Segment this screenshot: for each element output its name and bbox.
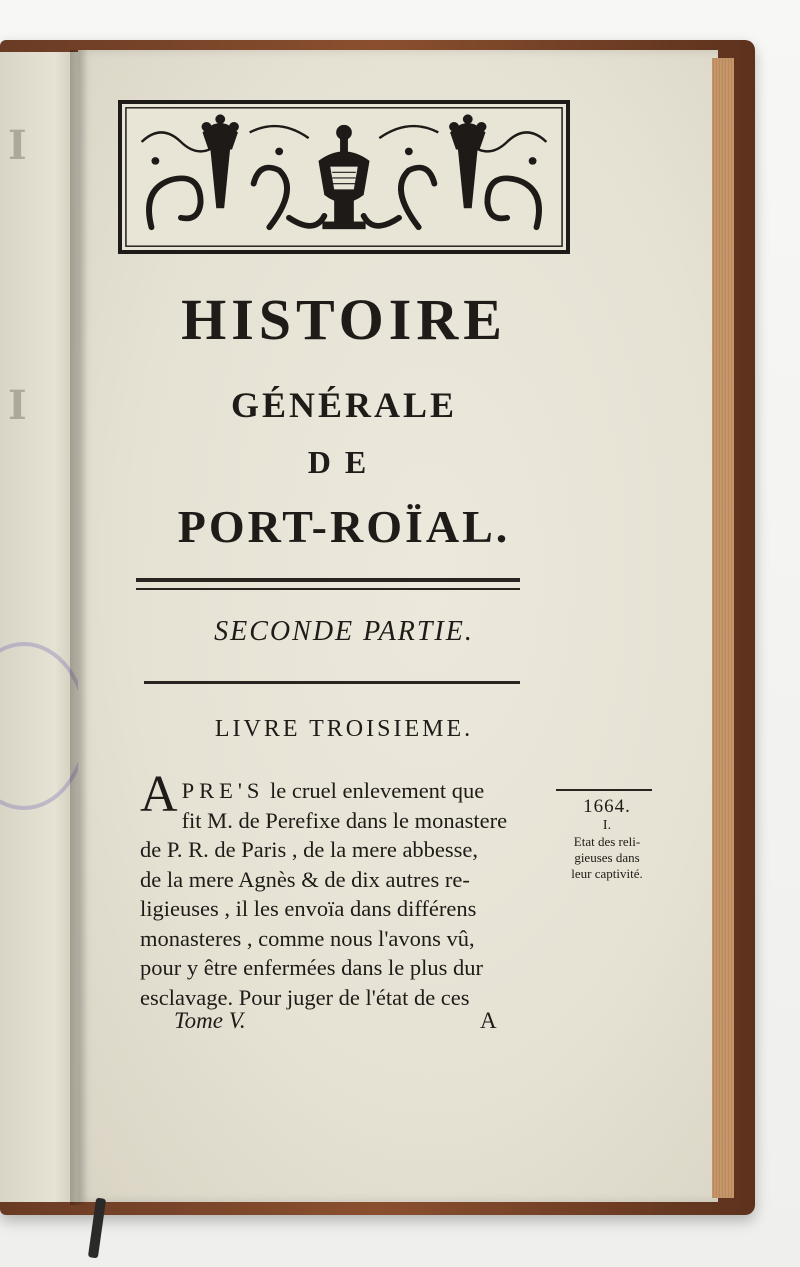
- title-de: DE: [307, 444, 381, 480]
- body-text: [140, 766, 560, 1012]
- engraved-floral-headpiece-icon: [118, 100, 570, 254]
- title-port-roial: PORT-ROÏAL.: [177, 501, 511, 552]
- margin-note-rule: [556, 789, 652, 791]
- line-text: le cruel enlevement que: [264, 778, 485, 803]
- bleed-through-mark: I: [8, 122, 27, 169]
- signature-mark: A: [480, 1008, 497, 1033]
- body-line: de la mere Agnès & de dix autres re-: [140, 866, 470, 892]
- left-page: [0, 52, 78, 1202]
- margin-note-line: gieuses dans: [574, 850, 640, 865]
- body-line: ligieuses , il les envoïa dans différens: [140, 896, 477, 921]
- margin-note-year: 1664.: [583, 796, 631, 817]
- book-heading: LIVRE TROISIEME.: [214, 716, 474, 742]
- body-line: fit M. de Perefixe dans le monastere: [181, 807, 508, 833]
- page-edges: [712, 58, 734, 1198]
- volume-label: Tome V.: [174, 1008, 246, 1033]
- body-line: monasteres , comme nous l'avons vû,: [140, 925, 475, 951]
- margin-note-number: I.: [602, 818, 612, 833]
- spaced-word: PRE'S: [181, 778, 265, 803]
- book-gutter: [70, 50, 88, 1205]
- body-line: de P. R. de Paris , de la mere abbesse,: [140, 837, 479, 862]
- drop-cap: A: [140, 766, 178, 823]
- double-rule: [136, 578, 520, 590]
- part-heading: SECONDE PARTIE.: [214, 616, 474, 647]
- title-generale: GÉNÉRALE: [230, 385, 458, 425]
- margin-note: [552, 796, 662, 882]
- title-histoire: HISTOIRE: [181, 287, 507, 352]
- library-stamp-icon: [0, 642, 78, 810]
- bleed-through-mark: I: [8, 382, 27, 429]
- body-line: pour y être enfermées dans le plus dur: [140, 955, 484, 980]
- body-line: esclavage. Pour juger de l'état de ces: [140, 984, 470, 1010]
- margin-note-line: leur captivité.: [571, 866, 643, 881]
- margin-note-line: Etat des reli-: [573, 834, 641, 849]
- single-rule: [144, 681, 520, 684]
